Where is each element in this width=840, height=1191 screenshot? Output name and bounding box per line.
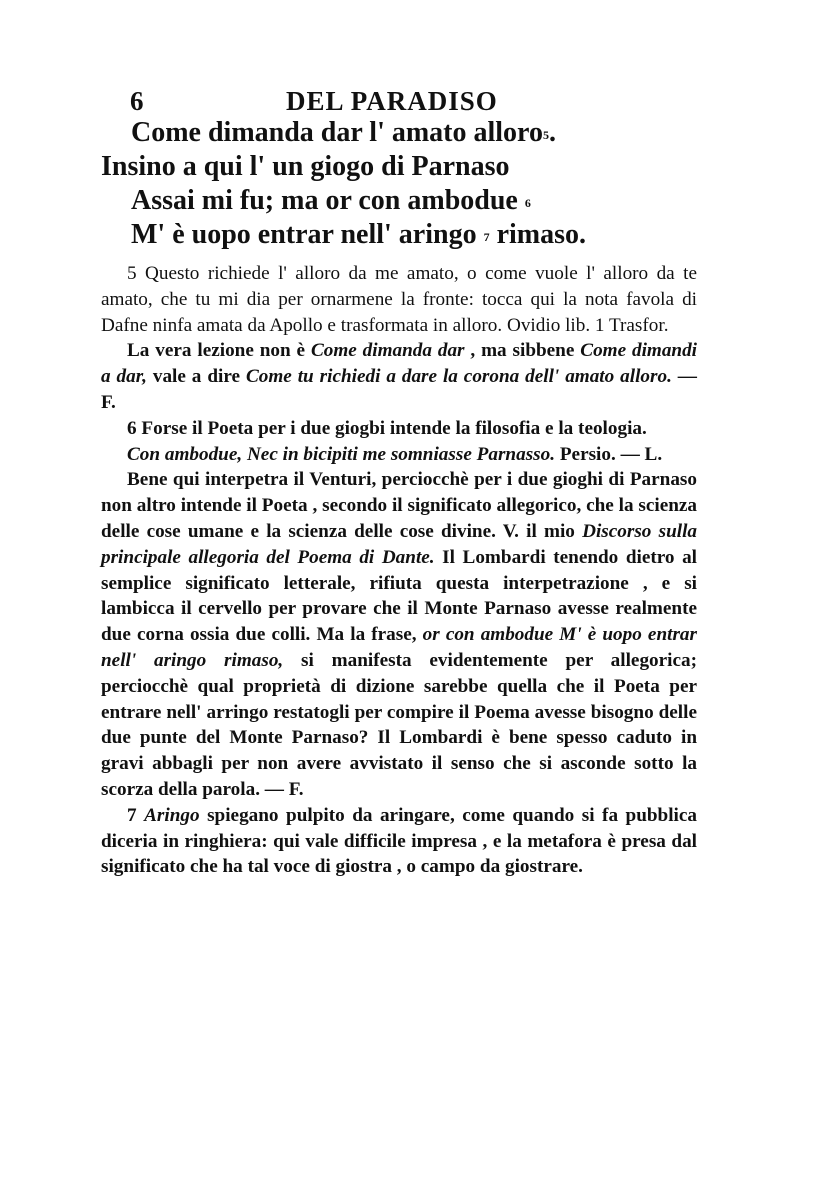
footnotes bbox=[101, 261, 697, 880]
verse-line: Insino a qui l' un giogo di Parnaso bbox=[101, 151, 510, 182]
note-ref: 6 bbox=[524, 196, 531, 210]
note-7: 7 Aringo spiegano pulpito da aringare, come quando si fa pubblica diceria in ringhiera: qui vale difficile impresa , e la metafora è presa dal significato che ha tal voce di giostra , o campo da giostrare. bbox=[101, 804, 697, 878]
note-ref: 7 bbox=[483, 230, 490, 244]
note-6-c: Bene qui interpetra il Venturi, perciocchè per i due gioghi di Parnaso non altro intende il Poeta , secondo il significato allegorico, che la scienza delle cose umane e la scienza delle cose divine. V. il mio Discorso sulla principale allegoria del Poema di Dante. Il Lombardi tenendo dietro al semplice significato letterale, rifiuta questa interpetrazione , e si lambicca il cervello per provare che il Monte Parnaso avesse realmente due corna ossia due colli. Ma la frase, or con ambodue M' è uopo entrar nell' aringo rimaso, si manifesta evidentemente per allegorica; perciocchè qual proprietà di dizione sarebbe quella che il Poeta per entrare nell' arringo restatogli per compire il Poema avesse bisogno delle due punte del Monte Parnaso? Il Lombardi è bene spesso caduto in gravi abbagli per non avere avvistato il senso che si asconde sotto la scorza della parola. — F. bbox=[101, 469, 697, 800]
verse-line: Come dimanda dar l' amato alloro$^5$. bbox=[131, 117, 556, 148]
note-6-a: 6 Forse il Poeta per i due giogbi intende la filosofia e la teologia. bbox=[127, 417, 647, 439]
note-ref: 5 bbox=[542, 128, 549, 142]
note-5-a: 5 Questo richiede l' alloro da me amato, o come vuole l' alloro da te amato, che tu mi dia per ornarmene la fronte: tocca qui la nota favola di Dafne ninfa amata da Apollo e trasformata in alloro. Ovidio lib. 1 Trasfor. bbox=[101, 263, 697, 336]
verse-line: M' è uopo entrar nell' aringo $^7$ rimaso. bbox=[131, 219, 587, 250]
running-title: DEL PARADISO bbox=[286, 86, 498, 116]
page-number: 6 bbox=[130, 86, 144, 116]
note-5-b: La vera lezione non è Come dimanda dar , ma sibbene Come dimandi a dar, vale a dire Come tu richiedi a dare la corona dell' amato alloro. — F. bbox=[101, 340, 698, 413]
verse-line: Assai mi fu; ma or con ambodue $^6$ bbox=[131, 185, 531, 216]
note-6-b: Con ambodue, Nec in bicipiti me somniasse Parnasso. Persio. — L. bbox=[127, 443, 663, 465]
